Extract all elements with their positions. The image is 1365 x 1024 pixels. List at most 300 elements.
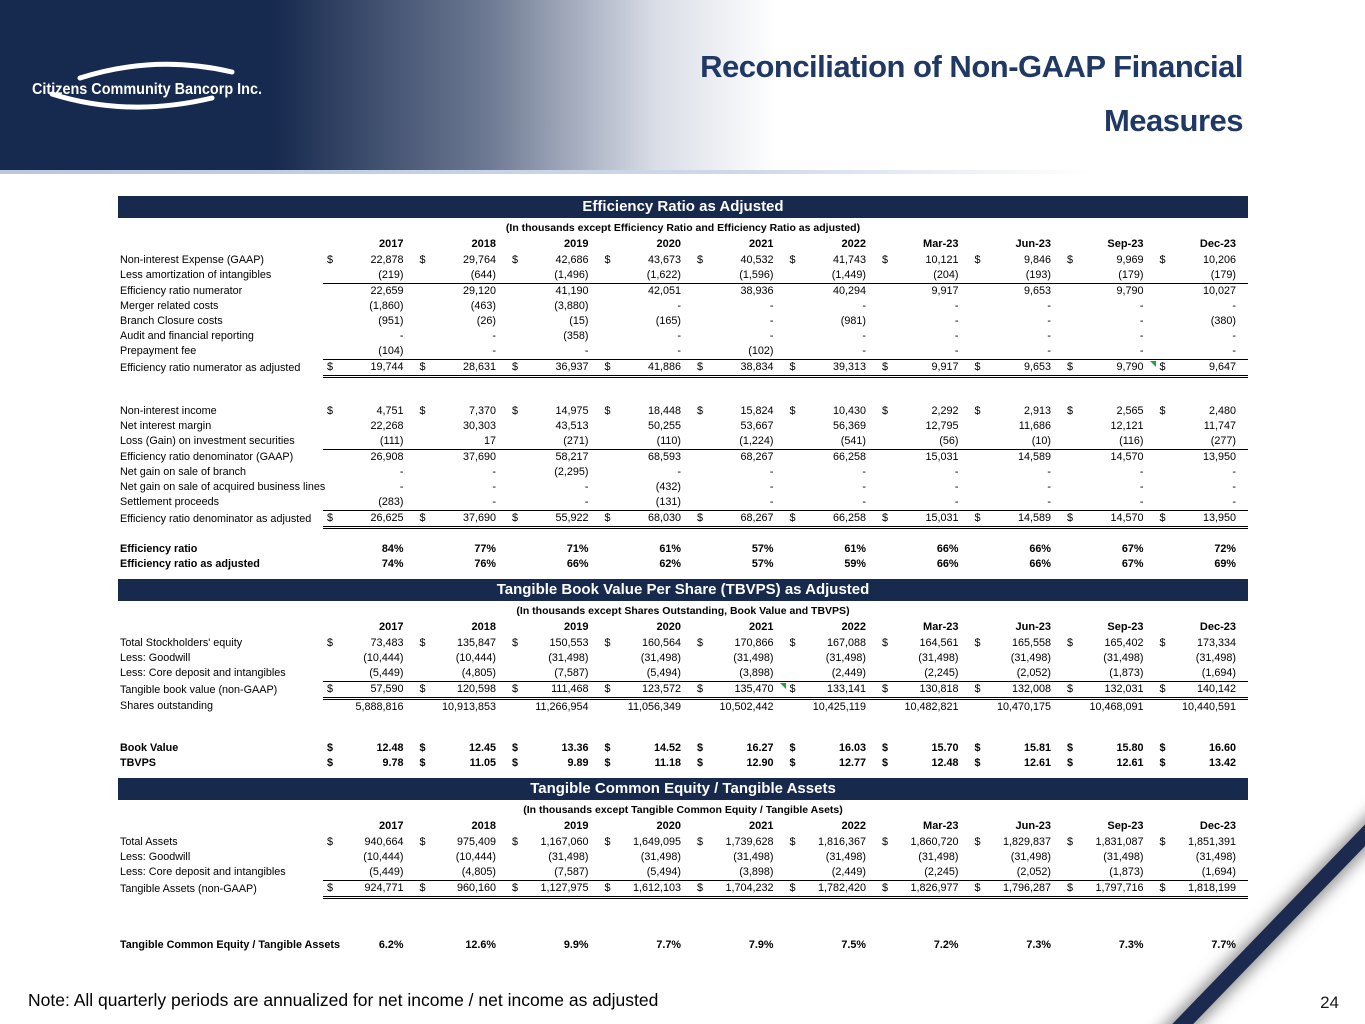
column-header: 2020 [656,238,681,250]
table-row [118,666,1248,682]
row-label: Efficiency ratio numerator as adjusted [120,361,301,374]
dollar-sign: $ [1067,361,1074,373]
value-cell [1063,329,1156,344]
dollar-sign: $ [789,836,796,848]
value-cell [508,299,601,314]
cell-value: 26,908 [370,451,404,463]
value-cell [693,434,786,450]
value-cell [786,465,879,480]
dollar-sign: $ [1159,882,1166,894]
spacer-row [118,528,1248,543]
cell-value: (104) [378,345,404,357]
table-row [118,360,1248,377]
value-cell [786,314,879,329]
cell-value: 19,744 [370,361,404,373]
row-label-header [118,818,323,835]
cell-value: - [769,481,774,493]
dollar-sign: $ [419,683,426,695]
cell-value: 43,513 [555,420,589,432]
value-cell [693,636,786,651]
dollar-sign: $ [789,361,796,373]
column-header: Sep-23 [1107,820,1144,832]
cell-value: (951) [378,315,404,327]
column-header: Dec-23 [1199,238,1236,250]
value-cell [601,636,694,651]
spacer-cell [118,925,1248,938]
dollar-sign: $ [419,512,426,524]
value-cell [416,360,509,377]
cell-value: - [769,315,774,327]
value-cell [1156,938,1249,953]
column-header-row [118,818,1248,835]
cell-value: 9,790 [1116,361,1144,373]
cell-value: 9.78 [382,757,404,769]
cell-value: (2,295) [554,466,589,478]
cell-value: (31,498) [825,851,866,863]
cell-value: 39,313 [832,361,866,373]
cell-value: 12.45 [468,742,496,754]
cell-value: - [954,300,959,312]
cell-value: - [954,481,959,493]
dollar-sign: $ [882,512,889,524]
dollar-sign: $ [974,742,981,754]
value-cell [693,495,786,511]
value-cell [878,881,971,898]
value-cell [1063,360,1156,377]
cell-value: - [1139,466,1144,478]
dollar-sign: $ [974,683,981,695]
table-row [118,636,1248,651]
column-header-row [118,619,1248,636]
cell-value: 74% [381,558,404,570]
cell-value: (1,873) [1109,667,1144,679]
cell-value: 66% [936,558,959,570]
value-cell [1156,404,1249,419]
cell-value: (4,805) [461,866,496,878]
table-row [118,434,1248,450]
column-header: 2018 [471,621,496,633]
cell-value: 11,747 [1203,420,1236,432]
row-label: Net interest margin [120,420,212,432]
cell-value: 56,369 [832,420,866,432]
cell-value: (1,860) [369,300,404,312]
column-header: 2018 [471,820,496,832]
cell-value: 4,751 [376,405,404,417]
value-cell [416,284,509,300]
cell-value: (1,596) [739,269,774,281]
value-cell [1063,756,1156,771]
value-cell [1156,865,1249,881]
value-cell [971,419,1064,434]
cell-value: 11,686 [1018,420,1051,432]
cell-value: (204) [933,269,959,281]
value-cell [1063,299,1156,314]
cell-value: 77% [474,543,496,555]
cell-value: 1,851,391 [1187,836,1236,848]
value-cell [508,835,601,850]
value-cell [878,699,971,716]
value-cell [323,268,416,284]
value-cell [508,666,601,682]
value-cell [1063,850,1156,865]
cell-value: 9,647 [1208,361,1236,373]
column-header: 2020 [656,621,681,633]
cell-value: 57% [751,558,774,570]
value-cell [416,557,509,572]
dollar-sign: $ [882,683,889,695]
cell-value: 84% [381,543,404,555]
value-cell [971,542,1064,557]
dollar-sign: $ [1067,742,1074,754]
cell-value: 7.3% [1026,939,1051,951]
row-label: Efficiency ratio [120,543,198,555]
value-cell [693,651,786,666]
page-title-line2: Measures [1103,103,1243,138]
cell-value: (179) [1210,269,1236,281]
value-cell [416,450,509,466]
logo-swoosh-top-icon [80,64,232,78]
cell-value: 160,564 [641,637,681,649]
value-cell [508,850,601,865]
cell-value: (5,449) [369,667,404,679]
value-cell [416,314,509,329]
cell-value: 1,704,232 [725,882,774,894]
value-cell [786,850,879,865]
cell-value: 1,127,975 [540,882,589,894]
row-label: Loss (Gain) on investment securities [120,435,295,448]
dollar-sign: $ [512,757,519,769]
value-cell [601,329,694,344]
value-cell [508,557,601,572]
cell-value: 1,797,716 [1095,882,1144,894]
cell-value: 14,589 [1017,451,1051,463]
row-label: Book Value [120,742,179,754]
value-cell [508,699,601,716]
dollar-sign: $ [419,742,426,754]
value-cell [1156,253,1249,268]
value-cell [416,542,509,557]
spacer-row [118,728,1248,741]
cell-value: 12.61 [1116,757,1144,769]
row-label: Prepayment fee [120,345,197,358]
cell-value: (56) [939,435,959,447]
value-cell [786,511,879,528]
value-cell [416,299,509,314]
cell-value: 1,831,087 [1095,836,1144,848]
cell-value: 1,818,199 [1187,882,1236,894]
cell-value: 132,031 [1104,683,1144,695]
dollar-sign: $ [974,637,981,649]
value-cell [601,850,694,865]
table-row [118,850,1248,865]
cell-value: - [677,345,681,357]
value-cell [693,404,786,419]
value-cell [416,329,509,344]
value-cell [1063,682,1156,699]
column-header: Jun-23 [1015,238,1051,250]
cell-value: 1,782,420 [817,882,866,894]
value-cell [1063,557,1156,572]
dollar-sign: $ [604,405,611,417]
cell-value: (31,498) [1195,851,1236,863]
column-header: 2022 [841,621,866,633]
cell-value: - [1139,345,1144,357]
page-title [700,40,1243,148]
cell-value: 6.2% [378,939,404,951]
cell-value: 66% [1029,543,1051,555]
column-header: Dec-23 [1199,621,1236,633]
cell-value: 16.03 [838,742,866,754]
value-cell [1156,651,1249,666]
dollar-sign: $ [604,757,611,769]
cell-value: 69% [1214,558,1236,570]
efficiency-ratio-section [118,196,1248,572]
value-cell [601,253,694,268]
value-cell [1156,756,1249,771]
value-cell [508,314,601,329]
value-cell [601,666,694,682]
value-cell [971,666,1064,682]
cell-value: - [1139,496,1144,508]
value-cell [323,699,416,716]
value-cell [786,865,879,881]
value-cell [693,450,786,466]
cell-value: (10,444) [363,652,404,664]
row-label: Settlement proceeds [120,496,220,509]
dollar-sign: $ [327,683,334,695]
value-cell [1156,434,1249,450]
dollar-sign: $ [974,405,981,417]
cell-value: 132,008 [1011,683,1051,695]
cell-value: - [769,330,774,342]
value-cell [1063,314,1156,329]
value-cell [416,344,509,360]
value-cell [786,666,879,682]
value-cell [693,284,786,300]
value-cell [1156,741,1249,756]
cell-value: 40,294 [832,285,866,297]
value-cell [323,419,416,434]
cell-value: - [1047,300,1051,312]
value-cell [971,329,1064,344]
row-label: Non-interest Expense (GAAP) [120,254,265,266]
cell-value: (111) [379,435,404,447]
cell-value: 7.2% [933,939,959,951]
cell-value: 41,190 [555,285,589,297]
cell-value: 66% [936,543,959,555]
cell-value: 130,818 [919,683,959,695]
row-label: Less amortization of intangibles [120,269,272,282]
row-label: Tangible book value (non-GAAP) [120,683,278,696]
cell-value: (31,498) [1195,652,1236,664]
dollar-sign: $ [974,836,981,848]
table-subtitle: (In thousands except Efficiency Ratio and Efficiency Ratio as adjusted) [505,222,861,234]
row-label: Total Stockholders' equity [120,637,243,649]
value-cell [323,756,416,771]
value-cell [323,682,416,699]
value-cell [416,666,509,682]
dollar-sign: $ [512,836,519,848]
value-cell [1063,651,1156,666]
value-cell [971,651,1064,666]
footnote: Note: All quarterly periods are annualized for net income / net income as adjusted [28,990,659,1010]
dollar-sign: $ [882,742,889,754]
cell-value: 16.27 [746,742,774,754]
cell-value: 1,829,837 [1002,836,1051,848]
cell-value: 7.7% [1211,939,1236,951]
value-cell [601,865,694,881]
dollar-sign: $ [512,742,519,754]
value-cell [693,299,786,314]
cell-value: (1,449) [831,269,866,281]
dollar-sign: $ [512,254,519,266]
value-cell [693,253,786,268]
row-label: Less: Core deposit and intangibles [120,667,286,680]
cell-value: - [1047,481,1051,493]
cell-value: 66,258 [832,512,866,524]
value-cell [416,682,509,699]
value-cell [416,495,509,511]
cell-value: 28,631 [462,361,496,373]
column-header: 2021 [749,820,774,832]
column-header: Jun-23 [1015,820,1051,832]
cell-value: - [1232,345,1236,357]
value-cell [1063,938,1156,953]
cell-value: - [862,300,866,312]
cell-value: - [769,466,774,478]
spacer-cell [118,728,1248,741]
cell-value: (1,224) [739,435,774,447]
dollar-sign: $ [1067,757,1074,769]
spacer-row [118,912,1248,925]
cell-value: (432) [655,481,681,493]
cell-value: (31,498) [1010,851,1051,863]
value-cell [601,741,694,756]
value-cell [1063,404,1156,419]
value-cell [601,299,694,314]
cell-value: 37,690 [462,512,496,524]
row-label: Efficiency ratio denominator as adjusted [120,512,312,525]
cell-value: 42,686 [555,254,589,266]
cell-value: 9,653 [1023,361,1051,373]
table-row [118,299,1248,314]
value-cell [601,480,694,495]
value-cell [416,419,509,434]
cell-value: - [677,330,681,342]
value-cell [1156,881,1249,898]
value-cell [1063,881,1156,898]
cell-value: (15) [569,315,589,327]
value-cell [693,329,786,344]
dollar-sign: $ [1159,742,1166,754]
value-cell [508,434,601,450]
cell-value: 135,847 [456,637,496,649]
value-cell [693,511,786,528]
table-row [118,682,1248,699]
cell-value: - [1232,481,1236,493]
cell-value: 10,468,091 [1089,701,1144,713]
value-cell [416,938,509,953]
cell-value: 9.9% [563,939,589,951]
spacer-row [118,898,1248,913]
value-cell [416,756,509,771]
value-cell [1063,865,1156,881]
dollar-sign: $ [604,742,611,754]
cell-value: 1,612,103 [632,882,681,894]
cell-value: 11.18 [654,757,681,769]
dollar-sign: $ [512,637,519,649]
value-cell [878,651,971,666]
cell-value: 9,653 [1023,285,1051,297]
row-label: Shares outstanding [120,700,214,713]
table-subtitle: (In thousands except Shares Outstanding, Book Value and TBVPS) [516,605,850,617]
cell-value: 10,425,119 [812,701,866,713]
cell-value: 15.70 [931,742,959,754]
cell-value: (102) [748,345,774,357]
cell-value: 173,334 [1196,637,1236,649]
value-cell [971,881,1064,898]
value-cell [1156,542,1249,557]
value-cell [693,666,786,682]
value-cell [1156,314,1249,329]
value-cell [508,741,601,756]
cell-value: (981) [840,315,866,327]
value-cell [971,938,1064,953]
value-cell [508,360,601,377]
row-label: Less: Goodwill [120,652,191,664]
value-cell [693,344,786,360]
cell-value: - [1232,300,1236,312]
dollar-sign: $ [1159,637,1166,649]
cell-value: 10,430 [832,405,866,417]
cell-value: (31,498) [640,851,681,863]
value-cell [878,434,971,450]
cell-value: - [1047,345,1051,357]
cell-value: 61% [844,543,866,555]
spacer-cell [118,391,1248,404]
value-cell [416,835,509,850]
value-cell [1063,419,1156,434]
cell-value: (7,587) [554,866,589,878]
cell-value: 15.81 [1023,742,1051,754]
cell-value: 16.60 [1208,742,1236,754]
cell-value: 72% [1214,543,1236,555]
row-label: Non-interest income [120,405,217,417]
value-cell [1063,835,1156,850]
value-cell [1156,299,1249,314]
table-row [118,480,1248,495]
cell-value: 14,975 [555,405,589,417]
dollar-sign: $ [882,637,889,649]
value-cell [693,314,786,329]
value-cell [786,636,879,651]
value-cell [323,480,416,495]
cell-value: 12.61 [1023,757,1051,769]
value-cell [786,741,879,756]
cell-value: 9.89 [567,757,589,769]
cell-value: 17 [483,435,496,447]
dollar-sign: $ [974,757,981,769]
value-cell [323,284,416,300]
table-row [118,881,1248,898]
dollar-sign: $ [512,683,519,695]
value-cell [508,268,601,284]
value-cell [786,881,879,898]
cell-value: 5,888,816 [355,701,404,713]
column-header: 2017 [379,820,404,832]
value-cell [786,682,879,699]
value-cell [693,865,786,881]
